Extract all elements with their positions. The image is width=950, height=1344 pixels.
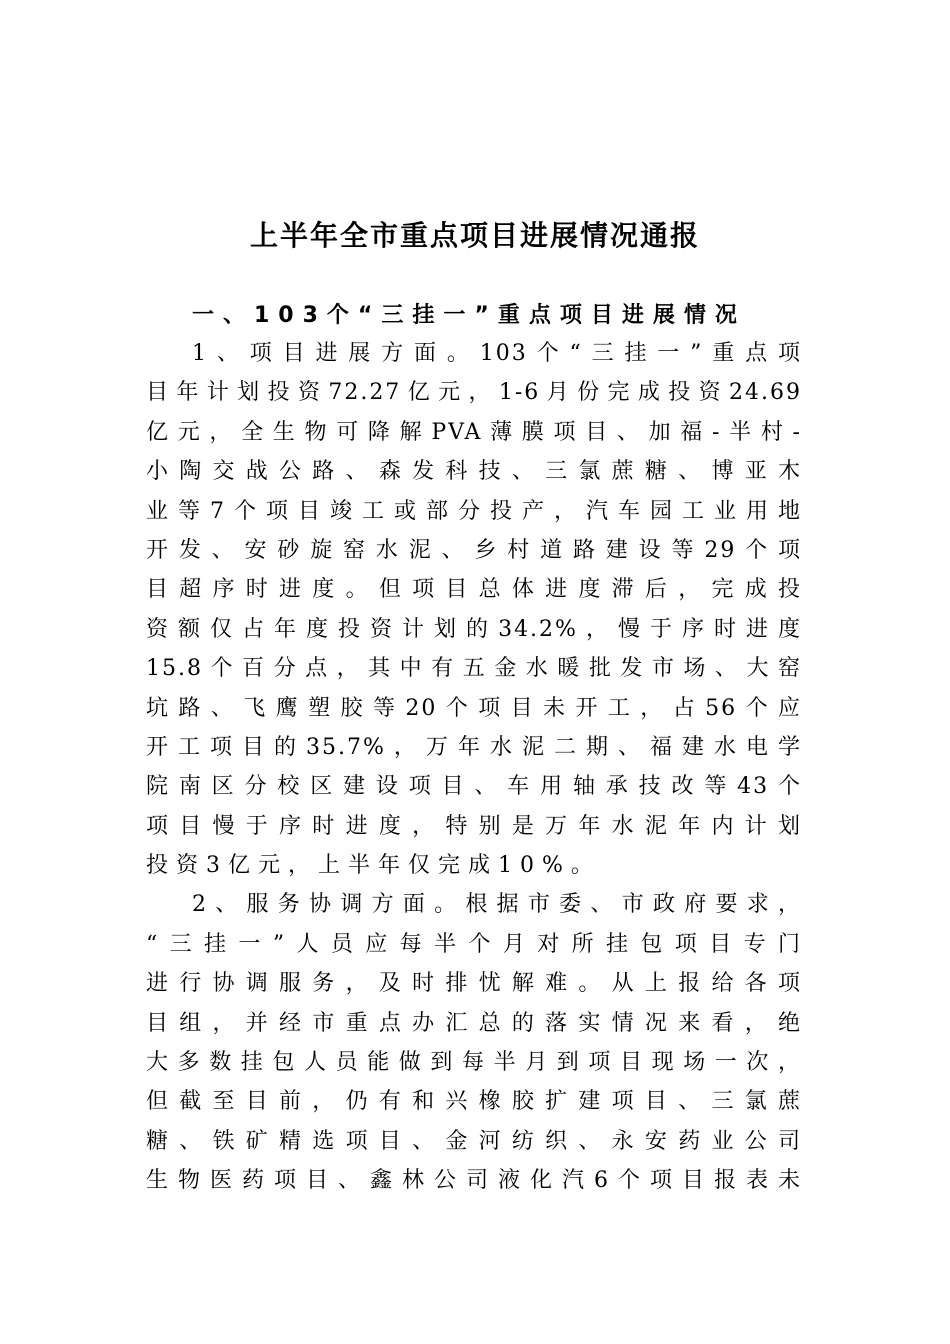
text-line: 目超序时进度。但项目总体进度滞后，完成投 (146, 577, 802, 603)
text-line: 业等7个项目竣工或部分投产，汽车园工业用地 (146, 498, 802, 524)
text-line: 院南区分校区建设项目、车用轴承技改等43个 (146, 774, 802, 800)
text-line: 小陶交战公路、森发科技、三氯蔗糖、博亚木 (146, 459, 802, 485)
text-line: 但截至目前，仍有和兴橡胶扩建项目、三氯蔗 (146, 1089, 802, 1115)
text-line: 资额仅占年度投资计划的34.2%，慢于序时进度 (146, 616, 802, 642)
text-line: 15.8个百分点，其中有五金水暖批发市场、大窑 (146, 656, 802, 682)
document-title: 上半年全市重点项目进展情况通报 (249, 219, 700, 252)
text-line: 2、服务协调方面。根据市委、市政府要求， (192, 892, 802, 918)
text-line: “三挂一”人员应每半个月对所挂包项目专门 (146, 931, 802, 957)
section-heading: 一、103个“三挂一”重点项目进展情况 (192, 303, 746, 328)
text-line: 1、项目进展方面。103个“三挂一”重点项 (192, 341, 802, 366)
text-line: 项目慢于序时进度，特别是万年水泥年内计划 (146, 813, 802, 839)
text-line: 糖、铁矿精选项目、金河纺织、永安药业公司 (146, 1128, 802, 1154)
text-line: 投资3亿元，上半年仅完成10%。 (146, 853, 601, 879)
text-line: 目年计划投资72.27亿元，1-6月份完成投资24.69 (146, 380, 802, 406)
text-line: 生物医药项目、鑫林公司液化汽6个项目报表未 (146, 1168, 802, 1194)
text-line: 进行协调服务，及时排忧解难。从上报给各项 (146, 971, 802, 997)
text-line: 坑路、飞鹰塑胶等20个项目未开工，占56个应 (146, 695, 802, 721)
body-text (146, 334, 802, 1201)
text-line: 大多数挂包人员能做到每半月到项目现场一次， (146, 1050, 802, 1076)
text-line: 开发、安砂旋窑水泥、乡村道路建设等29个项 (146, 537, 802, 563)
text-line: 目组，并经市重点办汇总的落实情况来看，绝 (146, 1010, 802, 1036)
text-line: 亿元，全生物可降解PVA薄膜项目、加福-半村- (146, 419, 802, 445)
text-line: 开工项目的35.7%，万年水泥二期、福建水电学 (146, 734, 802, 760)
